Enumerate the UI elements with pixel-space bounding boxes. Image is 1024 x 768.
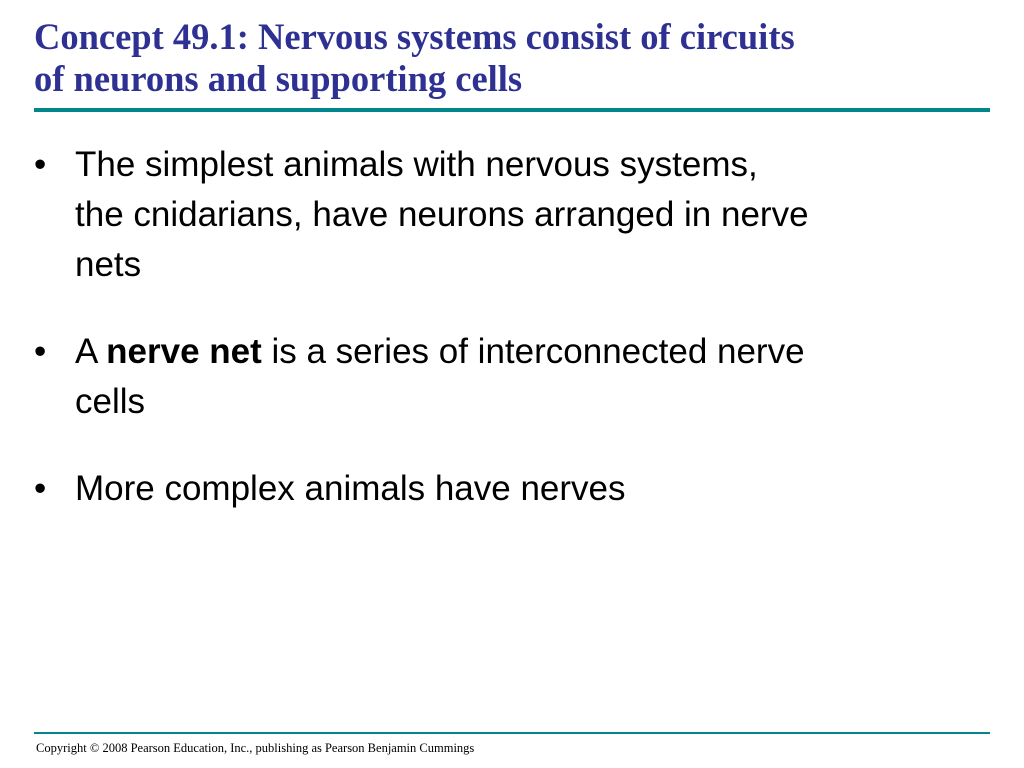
bullet-dot-icon: • (34, 145, 47, 184)
slide-title-line: of neurons and supporting cells (34, 58, 523, 99)
bullet-text-prefix: A (75, 332, 107, 371)
slide-title-line: Concept 49.1: Nervous systems consist of circuits (34, 16, 795, 57)
bullet-dot-icon: • (34, 332, 47, 371)
bullet-text-line: the cnidarians, have neurons arranged in nerve (75, 195, 809, 234)
key-term: nerve net (106, 332, 262, 371)
title-divider (34, 108, 990, 112)
bullet-item (0, 327, 1024, 427)
bullet-text-line (75, 327, 984, 377)
copyright-notice: Copyright © 2008 Pearson Education, Inc., publishing as Pearson Benjamin Cummings (36, 741, 475, 755)
bullet-text-line: More complex animals have nerves (75, 469, 626, 508)
bullet-list (0, 140, 1024, 551)
footer-divider (34, 732, 990, 734)
slide-title (34, 16, 994, 100)
bullet-dot-icon: • (34, 469, 47, 508)
bullet-text-line: nets (75, 245, 142, 284)
bullet-text-suffix: is a series of interconnected nerve (261, 332, 805, 371)
bullet-item (0, 464, 1024, 514)
bullet-text-line: cells (75, 382, 146, 421)
bullet-item (0, 140, 1024, 290)
bullet-text-line: The simplest animals with nervous systems, (75, 145, 758, 184)
